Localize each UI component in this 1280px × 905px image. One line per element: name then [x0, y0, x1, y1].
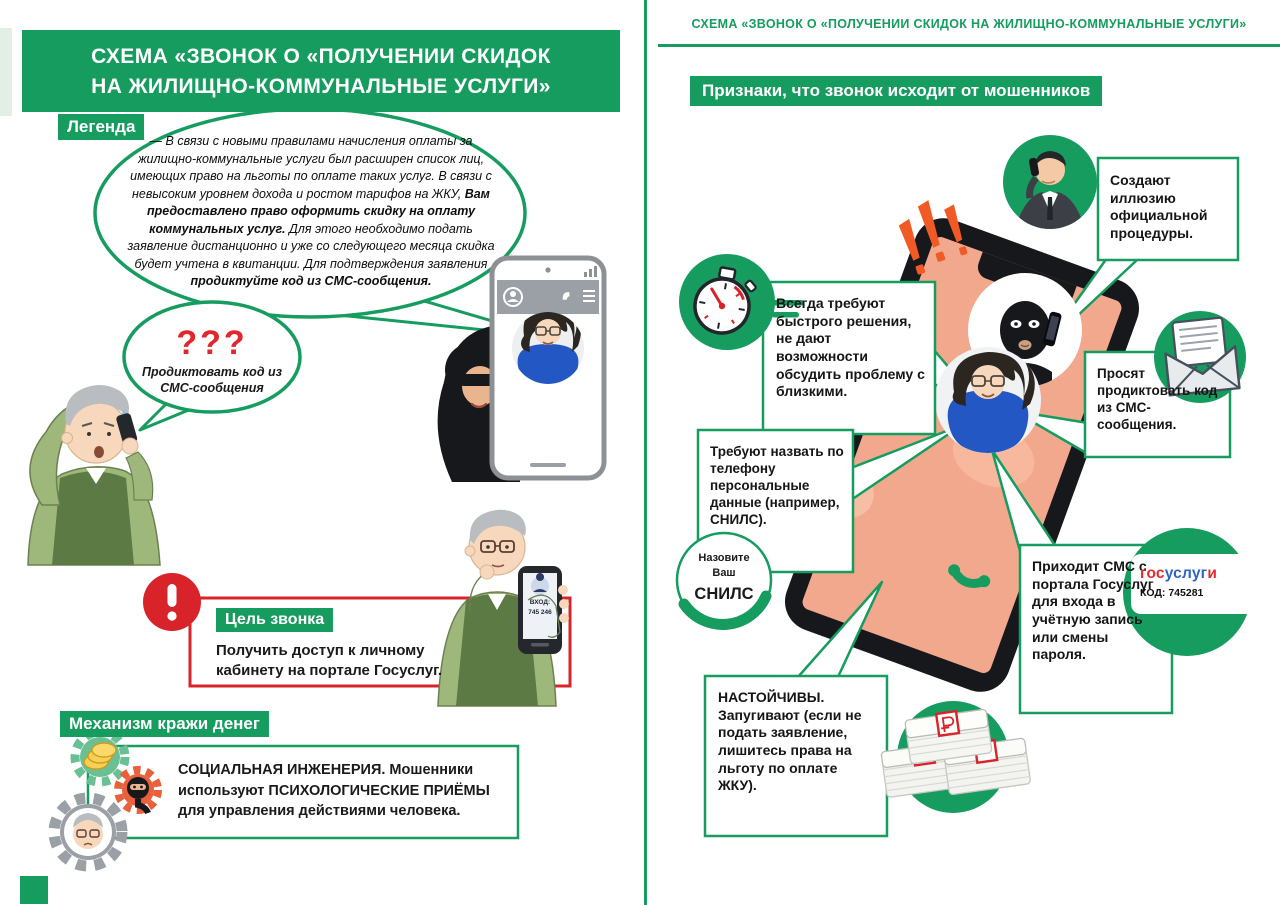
- goal-text: Получить доступ к личному кабинету на портале Госуслуг.: [216, 642, 443, 679]
- title-line-1: СХЕМА «ЗВОНОК О «ПОЛУЧЕНИИ СКИДОК: [91, 45, 551, 68]
- sign-sms-code-text: Просят продиктовать код из СМС-сообщения.: [1097, 366, 1218, 432]
- gosuslugi-logo: [1140, 565, 1248, 583]
- bubble-part-4: продиктуйте код из СМС-сообщения.: [190, 274, 432, 288]
- mechanism-label: Механизм кражи денег: [60, 711, 269, 737]
- elderly-man-illustration: [28, 385, 160, 565]
- bubble-part-1: — В связи с новыми правилами начисления оплаты за жилищно-коммунальные услуги был расширен список лиц, имеющих право на льготы по оплате таких услуг. В связи с невысоким уровнем дохода и ростом тарифов на ЖКУ,: [130, 134, 492, 201]
- left-panel-title: [22, 30, 620, 112]
- logo-part-red2: и: [1207, 565, 1218, 582]
- snils-line-2: Ваш: [712, 566, 736, 579]
- snils-line-3: СНИЛС: [694, 584, 754, 603]
- question-marks: ???: [176, 324, 248, 362]
- sign-urgency-text: Всегда требуют быстрого решения, не дают возможности обсудить проблему с близкими.: [776, 295, 925, 400]
- smartphone-illustration: [492, 258, 604, 478]
- persistent-body: Запугивают (если не подать заявление, лишитесь права на льготу по оплате ЖКУ).: [718, 706, 862, 794]
- header-underline: [658, 44, 1280, 47]
- gosuslugi-badge-text: [1140, 565, 1248, 599]
- question-bubble-content: [132, 326, 292, 397]
- signs-subheader: Признаки, что звонок исходит от мошенников: [690, 76, 1102, 106]
- money-stack-icon: [877, 701, 1031, 813]
- victim-caller-avatar: [935, 347, 1041, 453]
- alert-exclamation-icon: [143, 573, 201, 631]
- sign-persistent-text: [718, 689, 878, 795]
- corner-square: [20, 876, 48, 904]
- logo-part-red1: гос: [1140, 565, 1165, 582]
- bubble-part-2: Вам предоставлено право оформить скидку на оплату коммунальных услуг.: [146, 186, 490, 236]
- gosuslugi-code: КОД: 745281: [1140, 587, 1204, 599]
- phone-code-label: ВХОД:: [529, 599, 551, 606]
- goal-label: Цель звонка: [216, 608, 333, 632]
- victim-phone-screen-text: [521, 598, 559, 619]
- persistent-title: НАСТОЙЧИВЫ.: [718, 689, 825, 705]
- sign-gosuslugi-sms-text: Приходит СМС с портала Госуслуг для входа в учётную запись или смены пароля.: [1032, 558, 1154, 663]
- question-text: Продиктовать код из СМС-сообщения: [141, 365, 283, 396]
- speech-bubble-text: [122, 133, 500, 291]
- logo-part-blue: услуг: [1164, 565, 1208, 582]
- phone-code-value: 745 246: [528, 609, 552, 617]
- snils-line-1: Назовите: [698, 552, 750, 564]
- sign-personal-data-text: Требуют назвать по телефону персональные данные (например, СНИЛС).: [710, 444, 844, 527]
- title-line-2: НА ЖИЛИЩНО-КОММУНАЛЬНЫЕ УСЛУГИ»: [91, 74, 551, 98]
- snils-bubble-text: [686, 551, 762, 605]
- bubble-part-3: Для этого необходимо подать заявление дистанционно и уже со следующего месяца скидка будет учтена в квитанции. Для подтверждения заявления: [127, 221, 495, 271]
- mechanism-text: СОЦИАЛЬНАЯ ИНЖЕНЕРИЯ. Мошенники используют ПСИХОЛОГИЧЕСКИЕ ПРИЁМЫ для управления действиями человека.: [178, 762, 490, 820]
- coins-icon: [75, 732, 125, 782]
- businessman-phone-icon: [1003, 135, 1097, 232]
- right-panel-header: СХЕМА «ЗВОНОК О «ПОЛУЧЕНИИ СКИДОК НА ЖИЛИЩНО-КОММУНАЛЬНЫЕ УСЛУГИ»: [691, 17, 1247, 31]
- victim-gear-icon: [54, 798, 122, 866]
- sign-official-illusion-text: Создают иллюзию официальной процедуры.: [1110, 172, 1208, 241]
- corner-strip: [0, 28, 12, 116]
- legend-label: Легенда: [58, 114, 144, 140]
